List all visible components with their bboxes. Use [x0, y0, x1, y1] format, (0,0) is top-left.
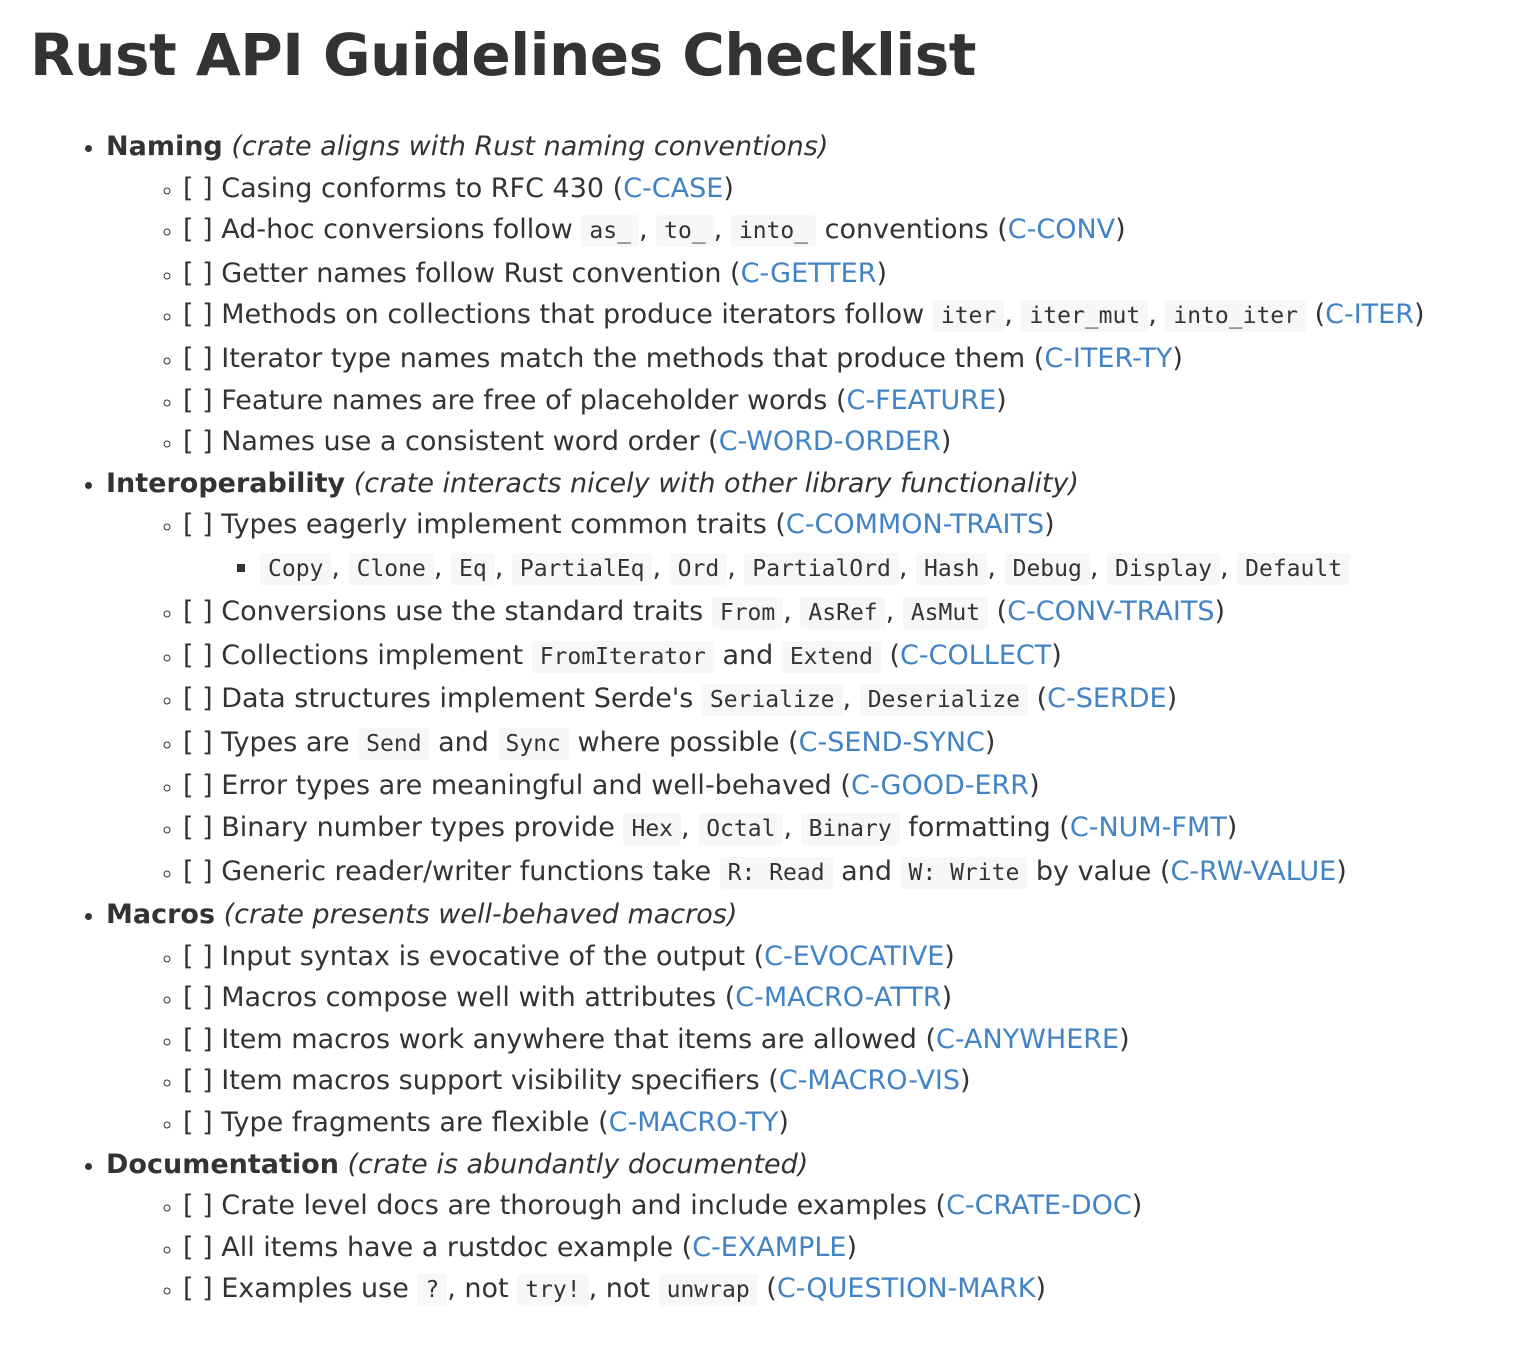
item-text: ,	[783, 595, 801, 627]
page-title: Rust API Guidelines Checklist	[30, 21, 976, 89]
checklist-item[interactable]	[183, 209, 1488, 253]
code-identifier: From	[712, 597, 783, 629]
item-text: ,	[494, 551, 512, 583]
section-items	[106, 504, 1488, 894]
checklist-item[interactable]	[183, 253, 1488, 295]
checklist-item[interactable]	[183, 678, 1488, 722]
guideline-link[interactable]: C-QUESTION-MARK	[776, 1273, 1036, 1305]
code-identifier: Eq	[451, 553, 495, 585]
code-identifier: as_	[581, 215, 639, 247]
item-text: )	[1131, 1190, 1143, 1222]
section-items	[106, 1185, 1488, 1312]
item-text: formatting (	[899, 811, 1070, 843]
guideline-link[interactable]: C-MACRO-ATTR	[735, 982, 942, 1014]
section-description: (crate presents well-behaved macros)	[223, 899, 738, 931]
item-text: ,	[433, 551, 451, 583]
code-identifier: iter	[933, 300, 1004, 332]
code-identifier: PartialEq	[512, 553, 653, 585]
guideline-link[interactable]: C-ITER-TY	[1044, 342, 1173, 374]
code-identifier: Hash	[916, 553, 987, 585]
checklist-item[interactable]	[183, 504, 1488, 591]
item-text: [ ] Conversions use the standard traits	[183, 595, 712, 627]
checklist-item[interactable]	[183, 1060, 1488, 1102]
item-text: [ ] Methods on collections that produce iterators follow	[183, 299, 933, 331]
item-text: [ ] Types eagerly implement common traits (	[183, 509, 786, 541]
item-text: [ ] Data structures implement Serde's	[183, 683, 702, 715]
checklist-item[interactable]	[183, 807, 1488, 851]
item-text: )	[941, 982, 953, 1014]
code-identifier: Binary	[801, 813, 900, 845]
code-identifier: AsRef	[800, 597, 885, 629]
item-text: and	[832, 855, 901, 887]
code-identifier: W: Write	[901, 857, 1028, 889]
item-text: [ ] Names use a consistent word order (	[183, 426, 719, 458]
item-text: and	[429, 726, 498, 758]
item-text: )	[723, 172, 734, 204]
checklist-item[interactable]	[183, 294, 1488, 338]
checklist-item[interactable]	[183, 338, 1488, 380]
section-title: Macros	[106, 899, 216, 931]
item-text: [ ] Type fragments are flexible (	[183, 1107, 609, 1139]
checklist-item[interactable]	[183, 380, 1488, 422]
code-identifier: Send	[358, 728, 429, 760]
checklist-item[interactable]	[183, 591, 1488, 635]
item-text: )	[876, 257, 888, 289]
item-text: [ ] Getter names follow Rust convention (	[183, 257, 741, 289]
checklist-item[interactable]	[183, 765, 1488, 807]
checklist-item[interactable]	[183, 421, 1488, 463]
item-text: [ ] All items have a rustdoc example (	[183, 1231, 693, 1263]
item-text: )	[1029, 770, 1040, 802]
code-identifier: FromIterator	[532, 641, 714, 673]
code-identifier: Octal	[698, 813, 783, 845]
item-text: )	[1051, 639, 1062, 671]
item-text: [ ] Generic reader/writer functions take	[183, 855, 720, 887]
item-text: )	[940, 426, 952, 458]
guideline-link[interactable]: C-EXAMPLE	[692, 1231, 847, 1263]
item-text: )	[944, 940, 955, 972]
section-description: (crate interacts nicely with other library functionality)	[353, 467, 1079, 499]
section-title: Documentation	[106, 1148, 339, 1180]
item-text: (	[880, 639, 901, 671]
item-text: , not	[588, 1273, 659, 1305]
checklist-item[interactable]	[183, 635, 1488, 679]
guideline-link[interactable]: C-CRATE-DOC	[946, 1190, 1132, 1222]
item-text: [ ] Casing conforms to RFC 430 (	[183, 172, 624, 204]
code-identifier: iter_mut	[1021, 300, 1148, 332]
section-items	[106, 936, 1488, 1144]
code-identifier: Clone	[349, 553, 434, 585]
section-description: (crate is abundantly documented)	[347, 1148, 809, 1180]
item-text: (	[1305, 299, 1326, 331]
item-text: [ ] Collections implement	[183, 639, 532, 671]
item-text: )	[778, 1107, 789, 1139]
item-text: ,	[1004, 299, 1022, 331]
item-text: (	[988, 595, 1008, 627]
guideline-link[interactable]: C-MACRO-TY	[608, 1107, 779, 1139]
code-identifier: Default	[1237, 553, 1350, 585]
code-identifier: try!	[517, 1274, 588, 1306]
guideline-link[interactable]: C-MACRO-VIS	[778, 1065, 961, 1097]
guideline-link[interactable]: C-NUM-FMT	[1069, 811, 1227, 843]
code-identifier: PartialOrd	[744, 553, 898, 585]
code-identifier: R: Read	[720, 857, 833, 889]
item-text: ,	[331, 551, 349, 583]
item-text: )	[1119, 1023, 1130, 1055]
code-identifier: Deserialize	[860, 684, 1028, 716]
item-text: ,	[652, 551, 670, 583]
guideline-link[interactable]: C-ANYWHERE	[936, 1023, 1120, 1055]
item-text: [ ] Ad-hoc conversions follow	[183, 214, 582, 246]
item-text: [ ] Iterator type names match the methods that produce them (	[183, 342, 1045, 374]
item-text: ,	[1219, 551, 1238, 583]
checklist	[30, 126, 1488, 1312]
item-text: conventions (	[816, 214, 1008, 246]
item-text: [ ] Error types are meaningful and well-behaved (	[183, 770, 851, 802]
item-text: ,	[727, 551, 745, 583]
item-text: [ ] Macros compose well with attributes (	[183, 982, 736, 1014]
item-text: by value (	[1027, 855, 1171, 887]
trait-list	[183, 546, 1488, 591]
item-text: ,	[713, 214, 731, 246]
checklist-item[interactable]	[183, 851, 1488, 895]
item-text: ,	[842, 683, 860, 715]
code-identifier: AsMut	[903, 597, 988, 629]
section-interoperability	[106, 463, 1488, 894]
item-text: )	[984, 726, 996, 758]
section-naming	[106, 126, 1488, 463]
item-text: (	[1028, 683, 1048, 715]
checklist-item[interactable]	[183, 1268, 1488, 1312]
item-text: ,	[783, 811, 801, 843]
section-documentation	[106, 1144, 1488, 1312]
guideline-link[interactable]: C-FEATURE	[846, 384, 997, 416]
guideline-link[interactable]: C-COMMON-TRAITS	[785, 509, 1045, 541]
code-identifier: Copy	[260, 553, 331, 585]
item-text: )	[1044, 509, 1055, 541]
item-text: (	[757, 1273, 777, 1305]
guideline-link[interactable]: C-WORD-ORDER	[718, 426, 941, 458]
code-identifier: to_	[656, 215, 714, 247]
code-identifier: into_	[731, 215, 816, 247]
item-text: )	[996, 384, 1007, 416]
page	[0, 22, 1518, 1312]
guideline-link[interactable]: C-CONV-TRAITS	[1007, 595, 1215, 627]
checklist-item[interactable]	[183, 1019, 1488, 1061]
code-identifier: Debug	[1005, 553, 1090, 585]
guideline-link[interactable]: C-GETTER	[740, 257, 877, 289]
checklist-item[interactable]	[183, 722, 1488, 766]
item-text: ,	[1148, 299, 1166, 331]
item-text: )	[1413, 299, 1425, 331]
guideline-link[interactable]: C-ITER	[1325, 299, 1414, 331]
guideline-link[interactable]: C-SERDE	[1047, 683, 1167, 715]
item-text: [ ] Item macros work anywhere that items are allowed (	[183, 1023, 937, 1055]
trait-list-item	[260, 546, 1488, 591]
code-identifier: ?	[417, 1274, 447, 1306]
item-text: )	[1226, 811, 1238, 843]
item-text: [ ] Item macros support visibility specifiers (	[183, 1065, 779, 1097]
item-text: [ ] Types are	[183, 726, 359, 758]
checklist-item[interactable]	[183, 168, 1488, 210]
section-title: Interoperability	[106, 467, 346, 499]
checklist-item[interactable]	[183, 1227, 1488, 1269]
code-identifier: Ord	[670, 553, 728, 585]
item-text: [ ] Feature names are free of placeholder words (	[183, 384, 847, 416]
item-text: [ ] Crate level docs are thorough and include examples (	[183, 1190, 947, 1222]
code-identifier: unwrap	[659, 1274, 758, 1306]
item-text: )	[960, 1065, 971, 1097]
section-description: (crate aligns with Rust naming conventions)	[231, 131, 829, 162]
code-identifier: Serialize	[702, 684, 843, 716]
checklist-item[interactable]	[183, 977, 1488, 1019]
section-macros	[106, 894, 1488, 1144]
code-identifier: Extend	[782, 641, 881, 673]
guideline-link[interactable]: C-EVOCATIVE	[764, 940, 945, 972]
guideline-link[interactable]: C-CASE	[623, 172, 724, 204]
item-text: ,	[898, 551, 917, 583]
item-text: )	[1166, 683, 1178, 715]
item-text: ,	[885, 595, 903, 627]
item-text: ,	[638, 214, 657, 246]
guideline-link[interactable]: C-GOOD-ERR	[850, 770, 1030, 802]
item-text: ,	[681, 811, 699, 843]
item-text: ,	[987, 551, 1005, 583]
guideline-link[interactable]: C-COLLECT	[900, 639, 1052, 671]
checklist-item[interactable]	[183, 1185, 1488, 1227]
item-text: where possible (	[568, 726, 799, 758]
code-identifier: into_iter	[1165, 300, 1306, 332]
item-text: ,	[1089, 551, 1108, 583]
guideline-link[interactable]: C-SEND-SYNC	[798, 726, 985, 758]
item-text: )	[1035, 1273, 1047, 1305]
section-title: Naming	[106, 131, 223, 162]
item-text: )	[1214, 595, 1226, 627]
checklist-item[interactable]	[183, 936, 1488, 978]
item-text: )	[1115, 214, 1126, 246]
item-text: [ ] Examples use	[183, 1273, 418, 1305]
item-text: )	[1336, 855, 1347, 887]
checklist-item[interactable]	[183, 1102, 1488, 1144]
item-text: [ ] Input syntax is evocative of the output (	[183, 940, 765, 972]
guideline-link[interactable]: C-RW-VALUE	[1170, 855, 1337, 887]
item-text: )	[1172, 342, 1183, 374]
item-text: and	[713, 639, 782, 671]
guideline-link[interactable]: C-CONV	[1007, 214, 1116, 246]
item-text: [ ] Binary number types provide	[183, 811, 624, 843]
item-text: , not	[447, 1273, 518, 1305]
code-identifier: Display	[1107, 553, 1220, 585]
item-text: )	[846, 1231, 858, 1263]
code-identifier: Sync	[498, 728, 569, 760]
section-items	[106, 168, 1488, 463]
code-identifier: Hex	[623, 813, 681, 845]
